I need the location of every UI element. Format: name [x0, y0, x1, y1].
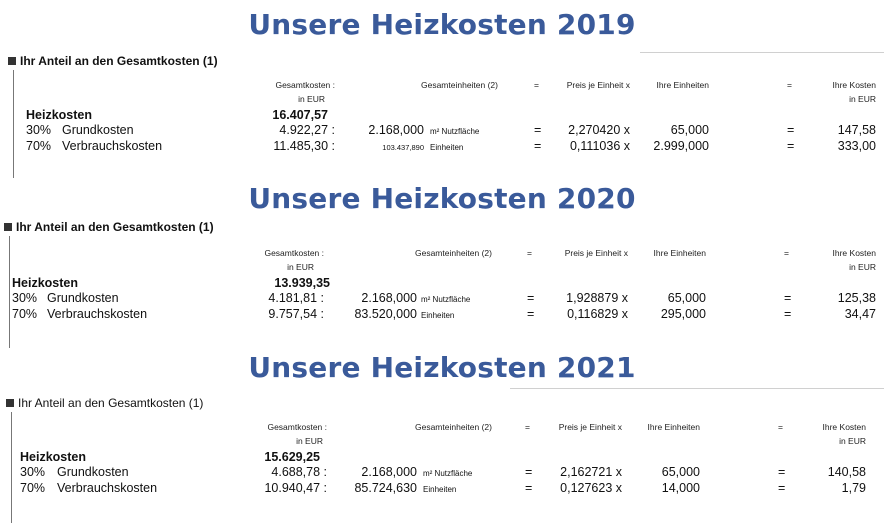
row-kosten: 4.688,78 :: [271, 465, 327, 479]
row-label: Grundkosten: [47, 291, 119, 305]
header-eq2: =: [778, 422, 783, 432]
row-ergebnis: 147,58: [837, 123, 876, 137]
row-einheit-name: Einheiten: [423, 485, 457, 494]
heizkosten-total: 15.629,25: [264, 450, 320, 464]
row-preis: 2,162721 x: [560, 465, 622, 479]
left-border: [11, 412, 12, 523]
row-preis: 0,127623 x: [560, 481, 622, 495]
row-preis: 1,928879 x: [566, 291, 628, 305]
header-ihre-kosten: Ihre Kosten: [832, 80, 876, 90]
header-gesamtkosten: Gesamtkosten :: [267, 422, 327, 432]
row-ergebnis: 125,38: [837, 291, 876, 305]
header-gesamtkosten: Gesamtkosten :: [275, 80, 335, 90]
heizkosten-label: Heizkosten: [12, 276, 78, 290]
row-ihre-einheiten: 65,000: [670, 123, 709, 137]
row-label: Verbrauchskosten: [47, 307, 148, 321]
divider: [640, 52, 884, 53]
header-preis: Preis je Einheit x: [558, 422, 622, 432]
bullet-square-icon: [8, 57, 16, 65]
header-gesamteinheiten: Gesamteinheiten (2): [414, 248, 492, 258]
year-title-2019: Unsere Heizkosten 2019: [248, 8, 636, 41]
bullet-square-icon: [6, 399, 14, 407]
row-einheiten: 2.168,000: [361, 465, 417, 479]
row-eq: =: [527, 307, 535, 321]
row-label: Grundkosten: [57, 465, 129, 479]
heizkosten-label: Heizkosten: [20, 450, 86, 464]
row-preis: 0,111036 x: [569, 139, 630, 153]
header-ihre-kosten: Ihre Kosten: [832, 248, 876, 258]
row-eq: =: [527, 291, 535, 305]
row-preis: 2,270420 x: [568, 123, 630, 137]
row-ihre-einheiten: 2.999,000: [653, 139, 709, 153]
bullet-square-icon: [4, 223, 12, 231]
row-eq2: =: [778, 465, 786, 479]
row-einheit-name: m² Nutzfläche: [430, 127, 480, 136]
header-gesamtkosten-unit: in EUR: [296, 436, 323, 446]
row-kosten: 9.757,54 :: [268, 307, 324, 321]
row-einheit-name: m² Nutzfläche: [423, 469, 473, 478]
section-heading: Ihr Anteil an den Gesamtkosten (1): [4, 220, 214, 234]
row-ergebnis: 333,00: [837, 139, 876, 153]
header-gesamtkosten-unit: in EUR: [298, 94, 325, 104]
year-title-2020: Unsere Heizkosten 2020: [248, 182, 636, 215]
row-preis: 0,116829 x: [567, 307, 628, 321]
row-eq2: =: [778, 481, 786, 495]
row-percent: 30%: [26, 123, 52, 137]
year-title-2021: Unsere Heizkosten 2021: [248, 351, 636, 384]
row-einheit-name: m² Nutzfläche: [421, 295, 471, 304]
row-ihre-einheiten: 65,000: [661, 465, 700, 479]
header-eq2: =: [787, 80, 792, 90]
row-kosten: 10.940,47 :: [264, 481, 327, 495]
header-eq2: =: [784, 248, 789, 258]
row-eq2: =: [787, 139, 795, 153]
row-kosten: 4.181,81 :: [268, 291, 324, 305]
header-gesamtkosten-unit: in EUR: [287, 262, 314, 272]
header-ihre-kosten-unit: in EUR: [849, 94, 876, 104]
row-einheiten: 2.168,000: [361, 291, 417, 305]
row-eq: =: [525, 481, 533, 495]
section-heading: Ihr Anteil an den Gesamtkosten (1): [6, 396, 203, 410]
header-eq: =: [525, 422, 530, 432]
header-eq: =: [534, 80, 539, 90]
row-eq: =: [534, 139, 542, 153]
header-preis: Preis je Einheit x: [566, 80, 630, 90]
row-label: Grundkosten: [62, 123, 134, 137]
row-kosten: 11.485,30 :: [273, 139, 335, 153]
row-percent: 30%: [12, 291, 38, 305]
header-gesamtkosten: Gesamtkosten :: [264, 248, 324, 258]
row-percent: 70%: [26, 139, 52, 153]
row-kosten: 4.922,27 :: [279, 123, 335, 137]
row-ergebnis: 34,47: [844, 307, 876, 321]
left-border: [13, 70, 14, 178]
header-preis: Preis je Einheit x: [564, 248, 628, 258]
header-eq: =: [527, 248, 532, 258]
row-einheit-name: Einheiten: [430, 143, 464, 152]
row-einheiten: 2.168,000: [368, 123, 424, 137]
row-ihre-einheiten: 14,000: [661, 481, 700, 495]
section-heading: Ihr Anteil an den Gesamtkosten (1): [8, 54, 218, 68]
row-label: Verbrauchskosten: [57, 481, 158, 495]
header-ihre-kosten-unit: in EUR: [839, 436, 866, 446]
row-einheit-name: Einheiten: [421, 311, 455, 320]
row-label: Verbrauchskosten: [62, 139, 163, 153]
divider: [510, 388, 884, 389]
row-percent: 70%: [12, 307, 38, 321]
heizkosten-label: Heizkosten: [26, 108, 92, 122]
header-ihre-einheiten: Ihre Einheiten: [653, 248, 706, 258]
header-ihre-einheiten: Ihre Einheiten: [647, 422, 700, 432]
header-ihre-kosten: Ihre Kosten: [822, 422, 866, 432]
heizkosten-total: 16.407,57: [272, 108, 328, 122]
row-einheiten: 83.520,000: [354, 307, 417, 321]
row-ergebnis: 140,58: [827, 465, 866, 479]
row-percent: 30%: [20, 465, 46, 479]
heizkosten-total: 13.939,35: [274, 276, 330, 290]
header-gesamteinheiten: Gesamteinheiten (2): [414, 422, 492, 432]
header-ihre-einheiten: Ihre Einheiten: [656, 80, 709, 90]
row-einheiten: 103.437,890: [382, 143, 424, 152]
left-border: [9, 236, 10, 348]
row-eq: =: [525, 465, 533, 479]
row-eq2: =: [784, 291, 792, 305]
row-eq2: =: [784, 307, 792, 321]
row-ihre-einheiten: 65,000: [667, 291, 706, 305]
row-ihre-einheiten: 295,000: [660, 307, 706, 321]
row-percent: 70%: [20, 481, 46, 495]
row-eq: =: [534, 123, 542, 137]
row-eq2: =: [787, 123, 795, 137]
header-ihre-kosten-unit: in EUR: [849, 262, 876, 272]
row-ergebnis: 1,79: [841, 481, 866, 495]
header-gesamteinheiten: Gesamteinheiten (2): [420, 80, 498, 90]
row-einheiten: 85.724,630: [354, 481, 417, 495]
